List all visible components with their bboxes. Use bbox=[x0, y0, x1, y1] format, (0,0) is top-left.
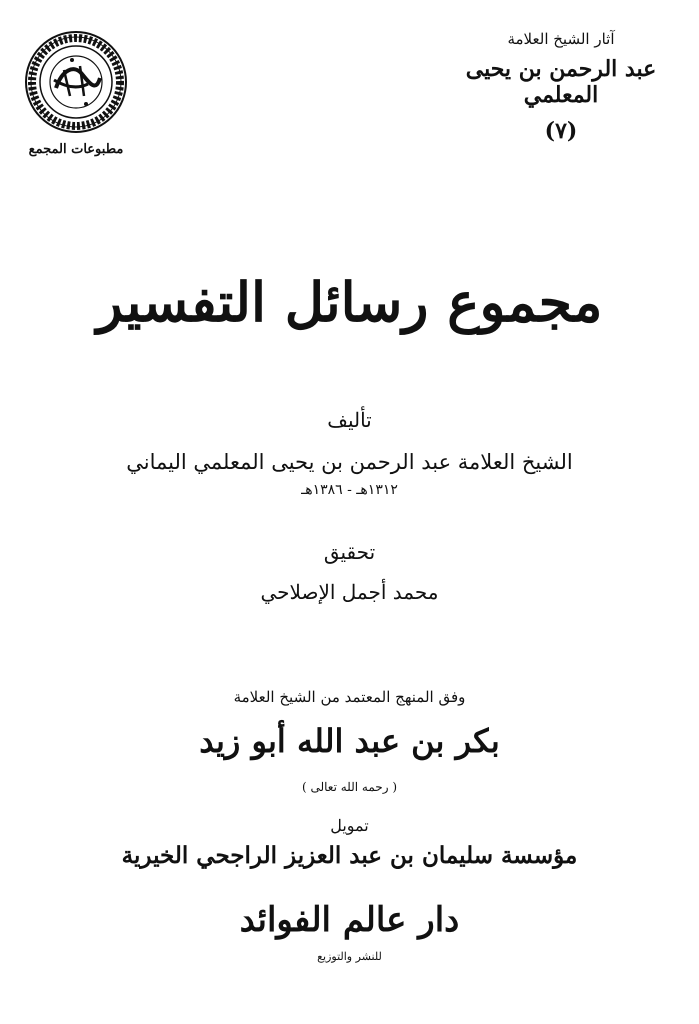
foundation-name: مؤسسة سليمان بن عبد العزيز الراجحي الخيرية bbox=[121, 842, 578, 869]
series-title: آثار الشيخ العلامة bbox=[507, 30, 615, 48]
series-author: عبد الرحمن بن يحيى المعلمي bbox=[465, 56, 657, 108]
seal-logo-icon bbox=[24, 30, 128, 134]
seal-block bbox=[22, 30, 130, 157]
series-number: (٧) bbox=[544, 118, 578, 144]
series-block bbox=[451, 30, 671, 144]
publisher-subtitle: للنشر والتوزيع bbox=[317, 950, 382, 963]
funding-label: تمويل bbox=[330, 816, 369, 835]
seal-caption: مطبوعات المجمع bbox=[28, 142, 124, 157]
methodology-scholar-name: بكر بن عبد الله أبو زيد bbox=[199, 722, 500, 760]
methodology-line: وفق المنهج المعتمد من الشيخ العلامة bbox=[233, 688, 466, 706]
author-name: الشيخ العلامة عبد الرحمن بن يحيى المعلمي اليماني bbox=[126, 450, 573, 474]
authored-by-label: تأليف bbox=[327, 408, 372, 432]
book-title: مجموع رسائل التفسير bbox=[96, 270, 603, 334]
tahqiq-label: تحقيق bbox=[323, 540, 376, 564]
publisher-name: دار عالم الفوائد bbox=[239, 900, 460, 940]
author-dates: ١٣١٢هـ - ١٣٨٦هـ bbox=[301, 482, 398, 498]
editor-name: محمد أجمل الإصلاحي bbox=[260, 580, 439, 604]
methodology-note: ( رحمه الله تعالى ) bbox=[301, 780, 398, 794]
